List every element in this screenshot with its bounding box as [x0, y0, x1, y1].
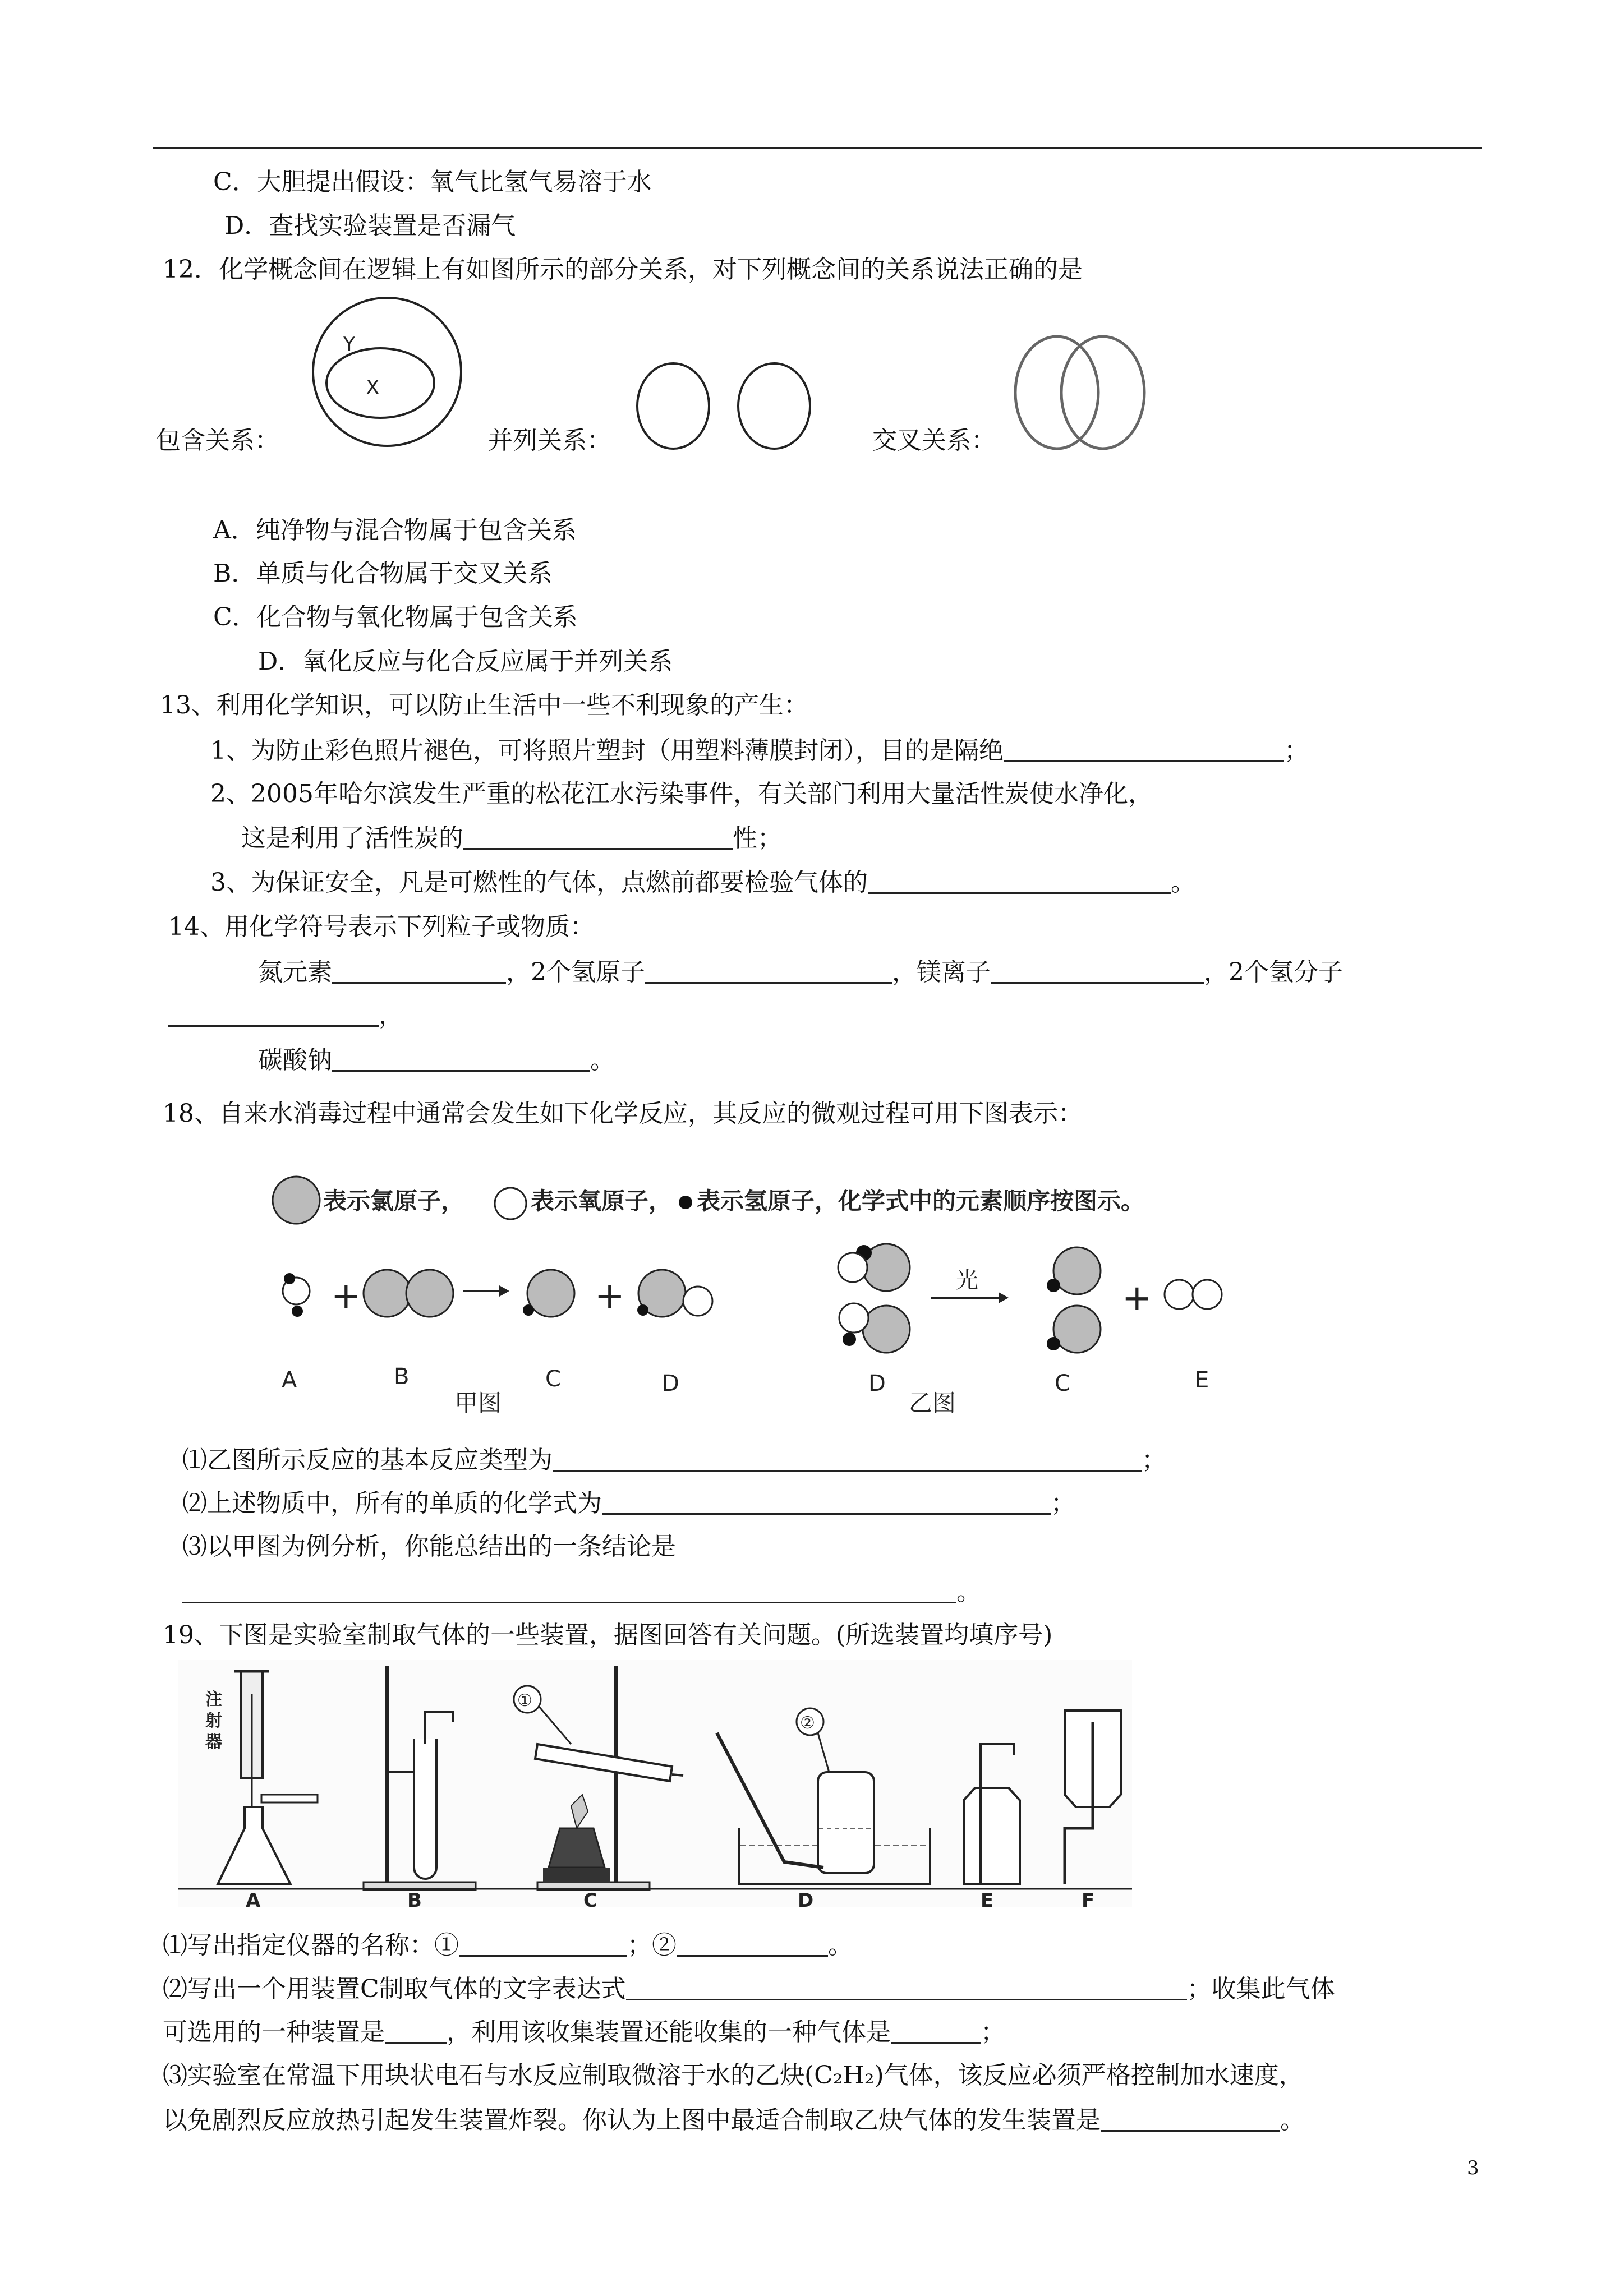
reaction-micro-diagram	[269, 1161, 1245, 1419]
molecule-d-hclo	[637, 1270, 712, 1317]
q19-sub-3-end: 。	[1280, 2106, 1305, 2134]
q19-sub-2b: ；收集此气体	[1186, 1975, 1335, 2003]
q13-item-1	[210, 735, 1309, 767]
q19-blank-collect-device[interactable]	[385, 2016, 447, 2044]
q18-sub-3-end: 。	[956, 1578, 981, 1606]
reaction-arrow	[463, 1285, 509, 1297]
q12-option-a: A．纯净物与混合物属于包含关系	[213, 516, 577, 545]
q14-comma: ，	[379, 1001, 403, 1030]
q12-option-c: C．化合物与氧化物属于包含关系	[213, 603, 578, 631]
q19-blank-word-equation[interactable]	[626, 1973, 1187, 2000]
molecule-a-water	[283, 1273, 310, 1317]
marker-2: ②	[800, 1713, 815, 1733]
q18-sub-3-answer	[182, 1576, 981, 1608]
q19-sub-1a: ⑴写出指定仪器的名称：①	[163, 1931, 459, 1960]
q14-h2-molecules-label: ，2个氢分子	[1204, 958, 1343, 986]
q18-sub-2-end: ；	[1051, 1489, 1075, 1518]
q14-mg-ion-label: ，镁离子	[892, 958, 991, 986]
q13-item-3	[210, 866, 1195, 898]
q18-sub-1-text: ⑴乙图所示反应的基本反应类型为	[182, 1446, 553, 1474]
q19-sub-2c: 可选用的一种装置是	[163, 2018, 385, 2046]
q19-sub-2-end: ；	[981, 2018, 1005, 2046]
q11-option-c: C．大胆提出假设：氧气比氢气易溶于水	[213, 168, 652, 196]
q18-sub-1	[182, 1444, 1166, 1476]
q13-item-1-text: 1、为防止彩色照片褪色，可将照片塑封（用塑料薄膜封闭），目的是隔绝	[210, 736, 1004, 765]
q19-blank-generator[interactable]	[1101, 2104, 1280, 2132]
q13-answer-blank-1[interactable]	[1004, 735, 1284, 762]
apparatus-label-d: D	[798, 1889, 814, 1907]
q19-sub-3b	[163, 2104, 1305, 2136]
apparatus-label-e: E	[981, 1889, 994, 1907]
q13-item-1-end: ；	[1284, 736, 1309, 765]
apparatus-label-f: F	[1082, 1889, 1095, 1907]
reaction-arrow-light	[931, 1292, 1009, 1303]
q12-stem: 12．化学概念间在逻辑上有如图所示的部分关系，对下列概念间的关系说法正确的是	[163, 255, 1083, 284]
q13-item-2b-end: 性；	[733, 824, 782, 852]
q18-blank-2[interactable]	[602, 1487, 1051, 1515]
q19-sub-1-end: 。	[828, 1931, 853, 1960]
legend-h-atom	[679, 1196, 692, 1209]
q18-sub-2-text: ⑵上述物质中，所有的单质的化学式为	[182, 1489, 602, 1518]
q14-line-3	[258, 1044, 615, 1076]
apparatus-label-a: A	[246, 1889, 261, 1907]
q13-stem: 13、利用化学知识，可以防止生活中一些不利现象的产生：	[160, 691, 808, 720]
q19-sub-2-line-2	[163, 2016, 1005, 2048]
legend-cl-atom	[273, 1177, 320, 1224]
molecule-c-hcl-top	[1047, 1247, 1101, 1294]
q14-blank-mg-ion[interactable]	[991, 956, 1204, 984]
molecule-c-hcl-bottom	[1047, 1306, 1101, 1353]
q19-sub-1	[163, 1929, 853, 1961]
q14-na2co3-label: 碳酸钠	[258, 1046, 332, 1075]
q13-item-3-end: 。	[1171, 868, 1195, 897]
q19-blank-instrument-1[interactable]	[459, 1929, 627, 1957]
label-c-yi: C	[1055, 1371, 1070, 1396]
figure-yi-caption: 乙图	[909, 1389, 956, 1417]
q13-answer-blank-2[interactable]	[463, 822, 733, 850]
q19-blank-other-gas[interactable]	[891, 2016, 981, 2044]
molecule-d-hclo-bottom	[839, 1303, 910, 1353]
q12-label-parallel: 并列关系：	[488, 426, 611, 455]
q12-option-d: D．氧化反应与化合反应属于并列关系	[258, 647, 673, 676]
q19-sub-2a: ⑵写出一个用装置C制取气体的文字表达式	[163, 1975, 626, 2003]
q18-sub-3: ⑶以甲图为例分析，你能总结出的一条结论是	[182, 1532, 676, 1561]
legend-o-atom	[495, 1188, 526, 1219]
q14-n-element-label: 氮元素	[258, 958, 332, 986]
q12-label-containment: 包含关系：	[156, 426, 279, 455]
plus-sign: +	[595, 1275, 625, 1317]
label-d: D	[662, 1371, 679, 1396]
q19-stem: 19、下图是实验室制取气体的一些装置，据图回答有关问题。(所选装置均填序号)	[163, 1621, 1053, 1649]
lab-apparatus-diagram	[178, 1660, 1132, 1907]
q14-blank-na2co3[interactable]	[332, 1044, 590, 1072]
q14-line-2	[168, 999, 403, 1031]
page-number: 3	[1467, 2157, 1479, 2179]
plus-sign: +	[1122, 1278, 1152, 1319]
q14-line-1	[258, 956, 1343, 988]
q12-option-b: B．单质与化合物属于交叉关系	[213, 559, 553, 588]
apparatus-label-c: C	[583, 1889, 597, 1907]
venn-label-y: Y	[343, 333, 355, 356]
q19-sub-3a: ⑶实验室在常温下用块状电石与水反应制取微溶于水的乙炔(C₂H₂)气体，该反应必须严格控制加水速度，	[163, 2061, 1304, 2090]
syringe-label-1: 注	[205, 1690, 222, 1709]
q14-stem: 14、用化学符号表示下列粒子或物质：	[168, 912, 595, 941]
q18-blank-3[interactable]	[182, 1576, 956, 1603]
q18-sub-2	[182, 1487, 1075, 1519]
q19-sub-2d: ，利用该收集装置还能收集的一种气体是	[447, 2018, 891, 2046]
apparatus-label-b: B	[407, 1889, 422, 1907]
marker-1: ①	[517, 1691, 532, 1711]
label-b: B	[394, 1364, 410, 1390]
q13-item-2b-text: 这是利用了活性炭的	[241, 824, 463, 852]
q13-item-3-text: 3、为保证安全，凡是可燃性的气体，点燃前都要检验气体的	[210, 868, 868, 897]
q13-answer-blank-3[interactable]	[868, 866, 1171, 894]
q18-sub-1-end: ；	[1142, 1446, 1166, 1474]
q11-option-d: D．查找实验装置是否漏气	[224, 211, 516, 240]
venn-containment-diagram	[303, 294, 471, 451]
molecule-e-oxygen	[1165, 1280, 1222, 1309]
label-c: C	[545, 1366, 561, 1392]
q19-sub-2	[163, 1973, 1335, 2005]
venn-label-x: X	[366, 376, 380, 399]
q13-item-2a: 2、2005年哈尔滨发生严重的松花江水污染事件，有关部门利用大量活性炭使水净化，	[210, 780, 1153, 808]
figure-jia-caption: 甲图	[454, 1389, 502, 1417]
syringe-label-2: 射	[205, 1711, 222, 1731]
legend-h-text: 表示氢原子，化学式中的元素顺序按图示。	[697, 1187, 1145, 1215]
molecule-d-hclo-top	[838, 1244, 910, 1291]
molecule-b-chlorine	[364, 1270, 453, 1317]
q14-blank-n-element[interactable]	[332, 956, 506, 984]
label-d-yi: D	[868, 1371, 886, 1396]
q14-h-atoms-label: ，2个氢原子	[506, 958, 645, 986]
label-e: E	[1195, 1367, 1209, 1393]
q19-sub-1b: ；②	[627, 1931, 677, 1960]
venn-parallel-diagram	[631, 359, 816, 457]
q14-blank-h-atoms[interactable]	[645, 956, 892, 984]
q19-blank-instrument-2[interactable]	[677, 1929, 828, 1957]
header-rule	[153, 147, 1482, 149]
light-label: 光	[956, 1267, 978, 1293]
q12-label-intersection: 交叉关系：	[872, 426, 996, 455]
syringe-label-3: 器	[205, 1732, 222, 1752]
label-a: A	[282, 1367, 297, 1393]
q18-stem: 18、自来水消毒过程中通常会发生如下化学反应，其反应的微观过程可用下图表示：	[163, 1099, 1083, 1128]
venn-intersection-diagram	[1010, 330, 1150, 456]
molecule-c-hcl	[523, 1270, 574, 1317]
plus-sign: +	[331, 1275, 361, 1317]
legend-cl-text: 表示氯原子，	[323, 1187, 465, 1215]
legend-o-text: 表示氧原子，	[531, 1187, 673, 1215]
q13-item-2b	[241, 822, 782, 854]
q18-blank-1[interactable]	[553, 1444, 1142, 1472]
q14-blank-h2-molecules[interactable]	[168, 999, 379, 1027]
q19-sub-3b-text: 以免剧烈反应放热引起发生装置炸裂。你认为上图中最适合制取乙炔气体的发生装置是	[163, 2106, 1101, 2134]
q14-period: 。	[590, 1046, 615, 1075]
